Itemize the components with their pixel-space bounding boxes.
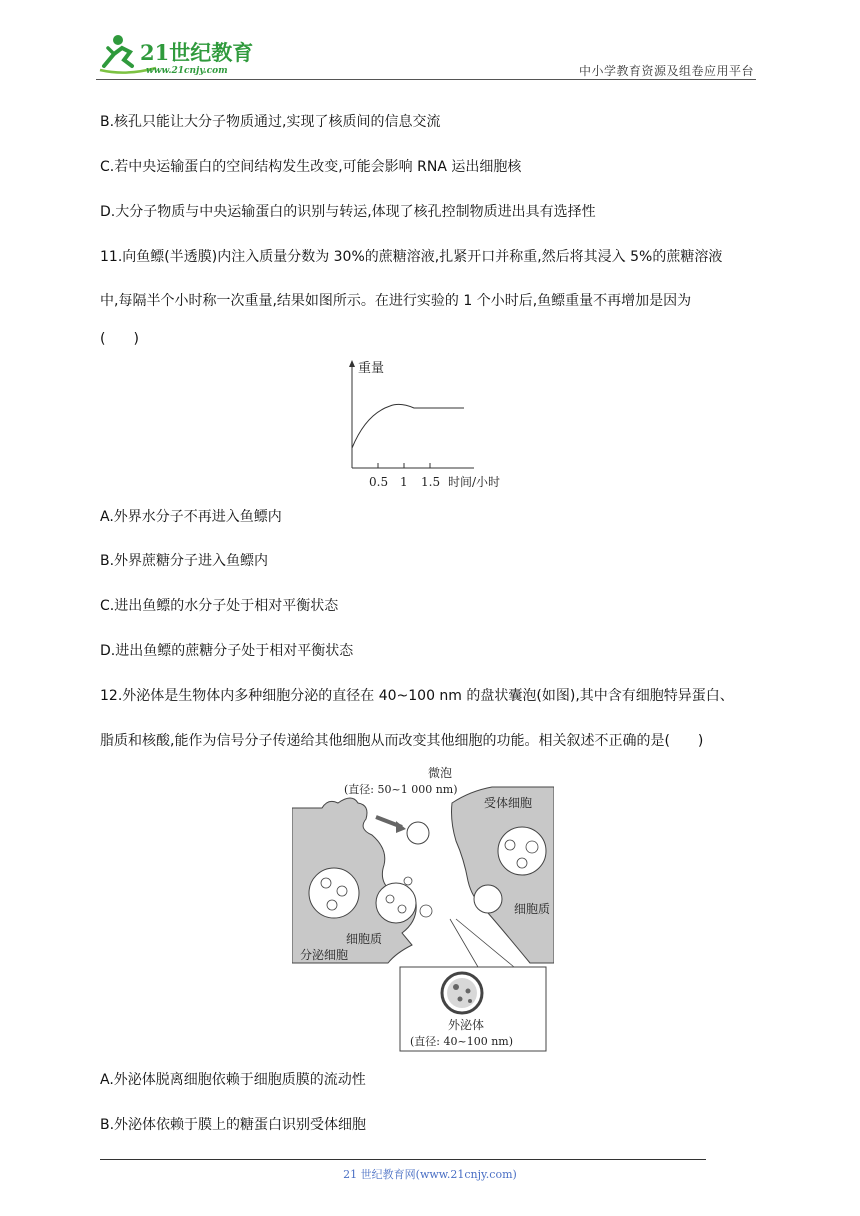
q11-weight-graph — [338, 356, 528, 492]
receptor-cell — [452, 787, 555, 963]
y-axis-label: 重量 — [358, 361, 385, 376]
q11-answer-bracket: ( ) — [100, 331, 139, 347]
site-title: 中小学教育资源及组卷应用平台 — [578, 64, 754, 78]
q11-stem-line2: 中,每隔半个小时称一次重量,结果如图所示。在进行实验的 1 个小时后,鱼鳔重量不再增加是因为 — [100, 293, 692, 309]
site-logo — [96, 30, 266, 78]
q11-option-c: C.进出鱼鳔的水分子处于相对平衡状态 — [100, 598, 339, 614]
multivesicular-body — [309, 868, 359, 918]
x-tick-label: 0.5 — [369, 475, 389, 489]
footer-link[interactable]: 21 世纪教育网(www.21cnjy.com) — [343, 1168, 517, 1181]
q11-option-b: B.外界蔗糖分子进入鱼鳔内 — [100, 553, 269, 569]
header-divider — [96, 79, 756, 80]
q11-stem-line1: 11.向鱼鳔(半透膜)内注入质量分数为 30%的蔗糖溶液,扎紧开口并称重,然后将其浸入 5%的蔗糖溶液 — [100, 249, 723, 265]
q12-option-a: A.外泌体脱离细胞依赖于细胞质膜的流动性 — [100, 1072, 366, 1088]
cytoplasm-left-label: 细胞质 — [346, 932, 383, 946]
runner-logo-icon — [96, 30, 266, 78]
budding-vesicle — [376, 883, 416, 923]
cytoplasm-right-label: 细胞质 — [514, 902, 551, 916]
microvesicle-size-label: (直径: 50~1 000 nm) — [344, 783, 458, 796]
logo-main-text: 21世纪教育 — [140, 40, 254, 65]
exosome-label: 外泌体 — [448, 1018, 485, 1032]
q12-stem-line1: 12.外泌体是生物体内多种细胞分泌的直径在 40~100 nm 的盘状囊泡(如图),其中含有细胞特异蛋白、 — [100, 688, 734, 704]
secretory-cell-label: 分泌细胞 — [300, 948, 349, 962]
y-axis-arrow-icon — [349, 360, 355, 367]
uptake-vesicle — [474, 885, 502, 913]
x-axis-label: 时间/小时 — [448, 475, 501, 489]
q12-option-b: B.外泌体依赖于膜上的糖蛋白识别受体细胞 — [100, 1117, 367, 1133]
x-tick-label: 1 — [400, 475, 408, 489]
microvesicle — [407, 822, 429, 844]
footer-divider — [100, 1159, 706, 1160]
q11-option-a: A.外界水分子不再进入鱼鳔内 — [100, 509, 282, 525]
x-tick-label: 1.5 — [421, 475, 441, 489]
weight-curve — [352, 404, 464, 448]
exosome-size-label: (直径: 40~100 nm) — [410, 1035, 514, 1048]
microvesicle-label: 微泡 — [428, 766, 453, 780]
exosome-diagram — [292, 763, 554, 1055]
prev-option-c: C.若中央运输蛋白的空间结构发生改变,可能会影响 RNA 运出细胞核 — [100, 159, 522, 175]
prev-option-d: D.大分子物质与中央运输蛋白的识别与转运,体现了核孔控制物质进出具有选择性 — [100, 204, 596, 220]
receptor-cell-label: 受体细胞 — [484, 796, 533, 810]
logo-url-text: www.21cnjy.com — [146, 66, 228, 76]
prev-option-b: B.核孔只能让大分子物质通过,实现了核质间的信息交流 — [100, 114, 441, 130]
q11-option-d: D.进出鱼鳔的蔗糖分子处于相对平衡状态 — [100, 643, 354, 659]
q12-stem-line2: 脂质和核酸,能作为信号分子传递给其他细胞从而改变其他细胞的功能。相关叙述不正确的是( ) — [100, 733, 704, 749]
